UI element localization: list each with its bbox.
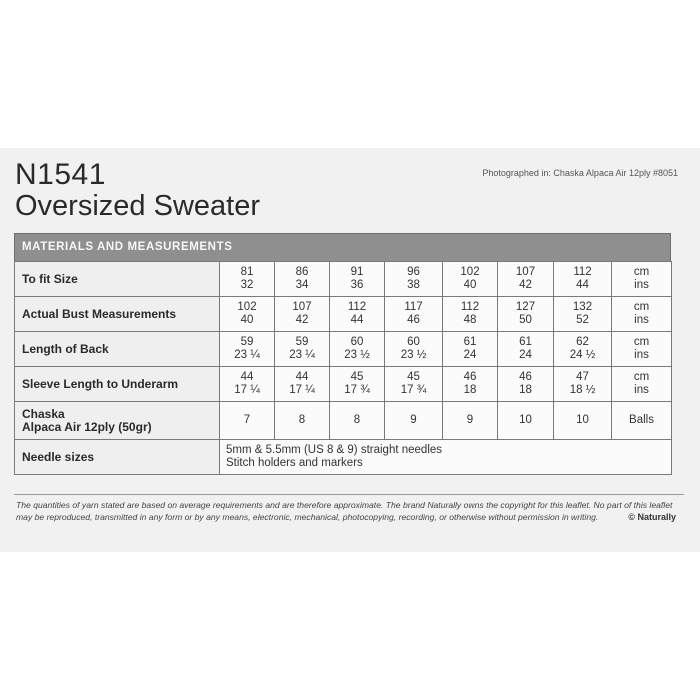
size-cell: 132 52 bbox=[554, 297, 612, 332]
pattern-title: Oversized Sweater bbox=[15, 190, 260, 222]
unit-cell: cm ins bbox=[612, 332, 672, 367]
table-row-fit-size bbox=[15, 262, 672, 297]
size-cell: 44 17 ¼ bbox=[220, 367, 275, 402]
size-cell: 59 23 ¼ bbox=[220, 332, 275, 367]
unit-cell: cm ins bbox=[612, 367, 672, 402]
row-label: Sleeve Length to Underarm bbox=[15, 367, 220, 402]
size-cell: 102 40 bbox=[443, 262, 498, 297]
size-cell: 112 44 bbox=[554, 262, 612, 297]
size-cell: 86 34 bbox=[275, 262, 330, 297]
row-label: Needle sizes bbox=[15, 440, 220, 475]
size-cell: 47 18 ½ bbox=[554, 367, 612, 402]
size-cell: 60 23 ½ bbox=[385, 332, 443, 367]
balls-cell: 7 bbox=[220, 402, 275, 440]
size-cell: 44 17 ¼ bbox=[275, 367, 330, 402]
size-cell: 62 24 ½ bbox=[554, 332, 612, 367]
size-cell: 112 48 bbox=[443, 297, 498, 332]
unit-cell: Balls bbox=[612, 402, 672, 440]
size-cell: 96 38 bbox=[385, 262, 443, 297]
size-cell: 59 23 ¼ bbox=[275, 332, 330, 367]
row-label: To fit Size bbox=[15, 262, 220, 297]
materials-measurements-table bbox=[14, 233, 671, 475]
size-cell: 45 17 ¾ bbox=[385, 367, 443, 402]
table-row-yarn bbox=[15, 402, 672, 440]
size-cell: 46 18 bbox=[443, 367, 498, 402]
disclaimer-text: The quantities of yarn stated are based on average requirements and are therefore approximate. The brand Naturally owns the copyright for this leaflet. No part of this leaflet may be reproduced, transmitted in any form or by any means, electronic, mechanical, photocopying, recording, or otherwise without permission in writing. bbox=[16, 500, 673, 522]
size-cell: 45 17 ¾ bbox=[330, 367, 385, 402]
size-cell: 60 23 ½ bbox=[330, 332, 385, 367]
size-cell: 127 50 bbox=[498, 297, 554, 332]
yarn-label: Chaska Alpaca Air 12ply (50gr) bbox=[15, 402, 220, 440]
size-cell: 102 40 bbox=[220, 297, 275, 332]
pattern-code: N1541 bbox=[15, 158, 106, 191]
balls-cell: 8 bbox=[330, 402, 385, 440]
size-cell: 112 44 bbox=[330, 297, 385, 332]
table-row-sleeve-length bbox=[15, 367, 672, 402]
copyright-mark: © Naturally bbox=[628, 512, 676, 522]
row-label: Length of Back bbox=[15, 332, 220, 367]
section-header: MATERIALS AND MEASUREMENTS bbox=[14, 233, 671, 261]
size-cell: 61 24 bbox=[443, 332, 498, 367]
row-label: Actual Bust Measurements bbox=[15, 297, 220, 332]
size-cell: 61 24 bbox=[498, 332, 554, 367]
balls-cell: 9 bbox=[443, 402, 498, 440]
table-row-needles bbox=[15, 440, 672, 475]
balls-cell: 9 bbox=[385, 402, 443, 440]
table-row-length-of-back bbox=[15, 332, 672, 367]
balls-cell: 10 bbox=[498, 402, 554, 440]
size-cell: 107 42 bbox=[275, 297, 330, 332]
divider bbox=[14, 494, 684, 495]
size-cell: 107 42 bbox=[498, 262, 554, 297]
unit-cell: cm ins bbox=[612, 262, 672, 297]
size-cell: 91 36 bbox=[330, 262, 385, 297]
balls-cell: 10 bbox=[554, 402, 612, 440]
table-row-actual-bust bbox=[15, 297, 672, 332]
photographed-in-note: Photographed in: Chaska Alpaca Air 12ply #8051 bbox=[482, 168, 678, 178]
footer-disclaimer bbox=[16, 499, 678, 523]
balls-cell: 8 bbox=[275, 402, 330, 440]
size-cell: 117 46 bbox=[385, 297, 443, 332]
unit-cell: cm ins bbox=[612, 297, 672, 332]
size-cell: 81 32 bbox=[220, 262, 275, 297]
needle-notes: 5mm & 5.5mm (US 8 & 9) straight needles Stitch holders and markers bbox=[220, 440, 672, 475]
size-cell: 46 18 bbox=[498, 367, 554, 402]
